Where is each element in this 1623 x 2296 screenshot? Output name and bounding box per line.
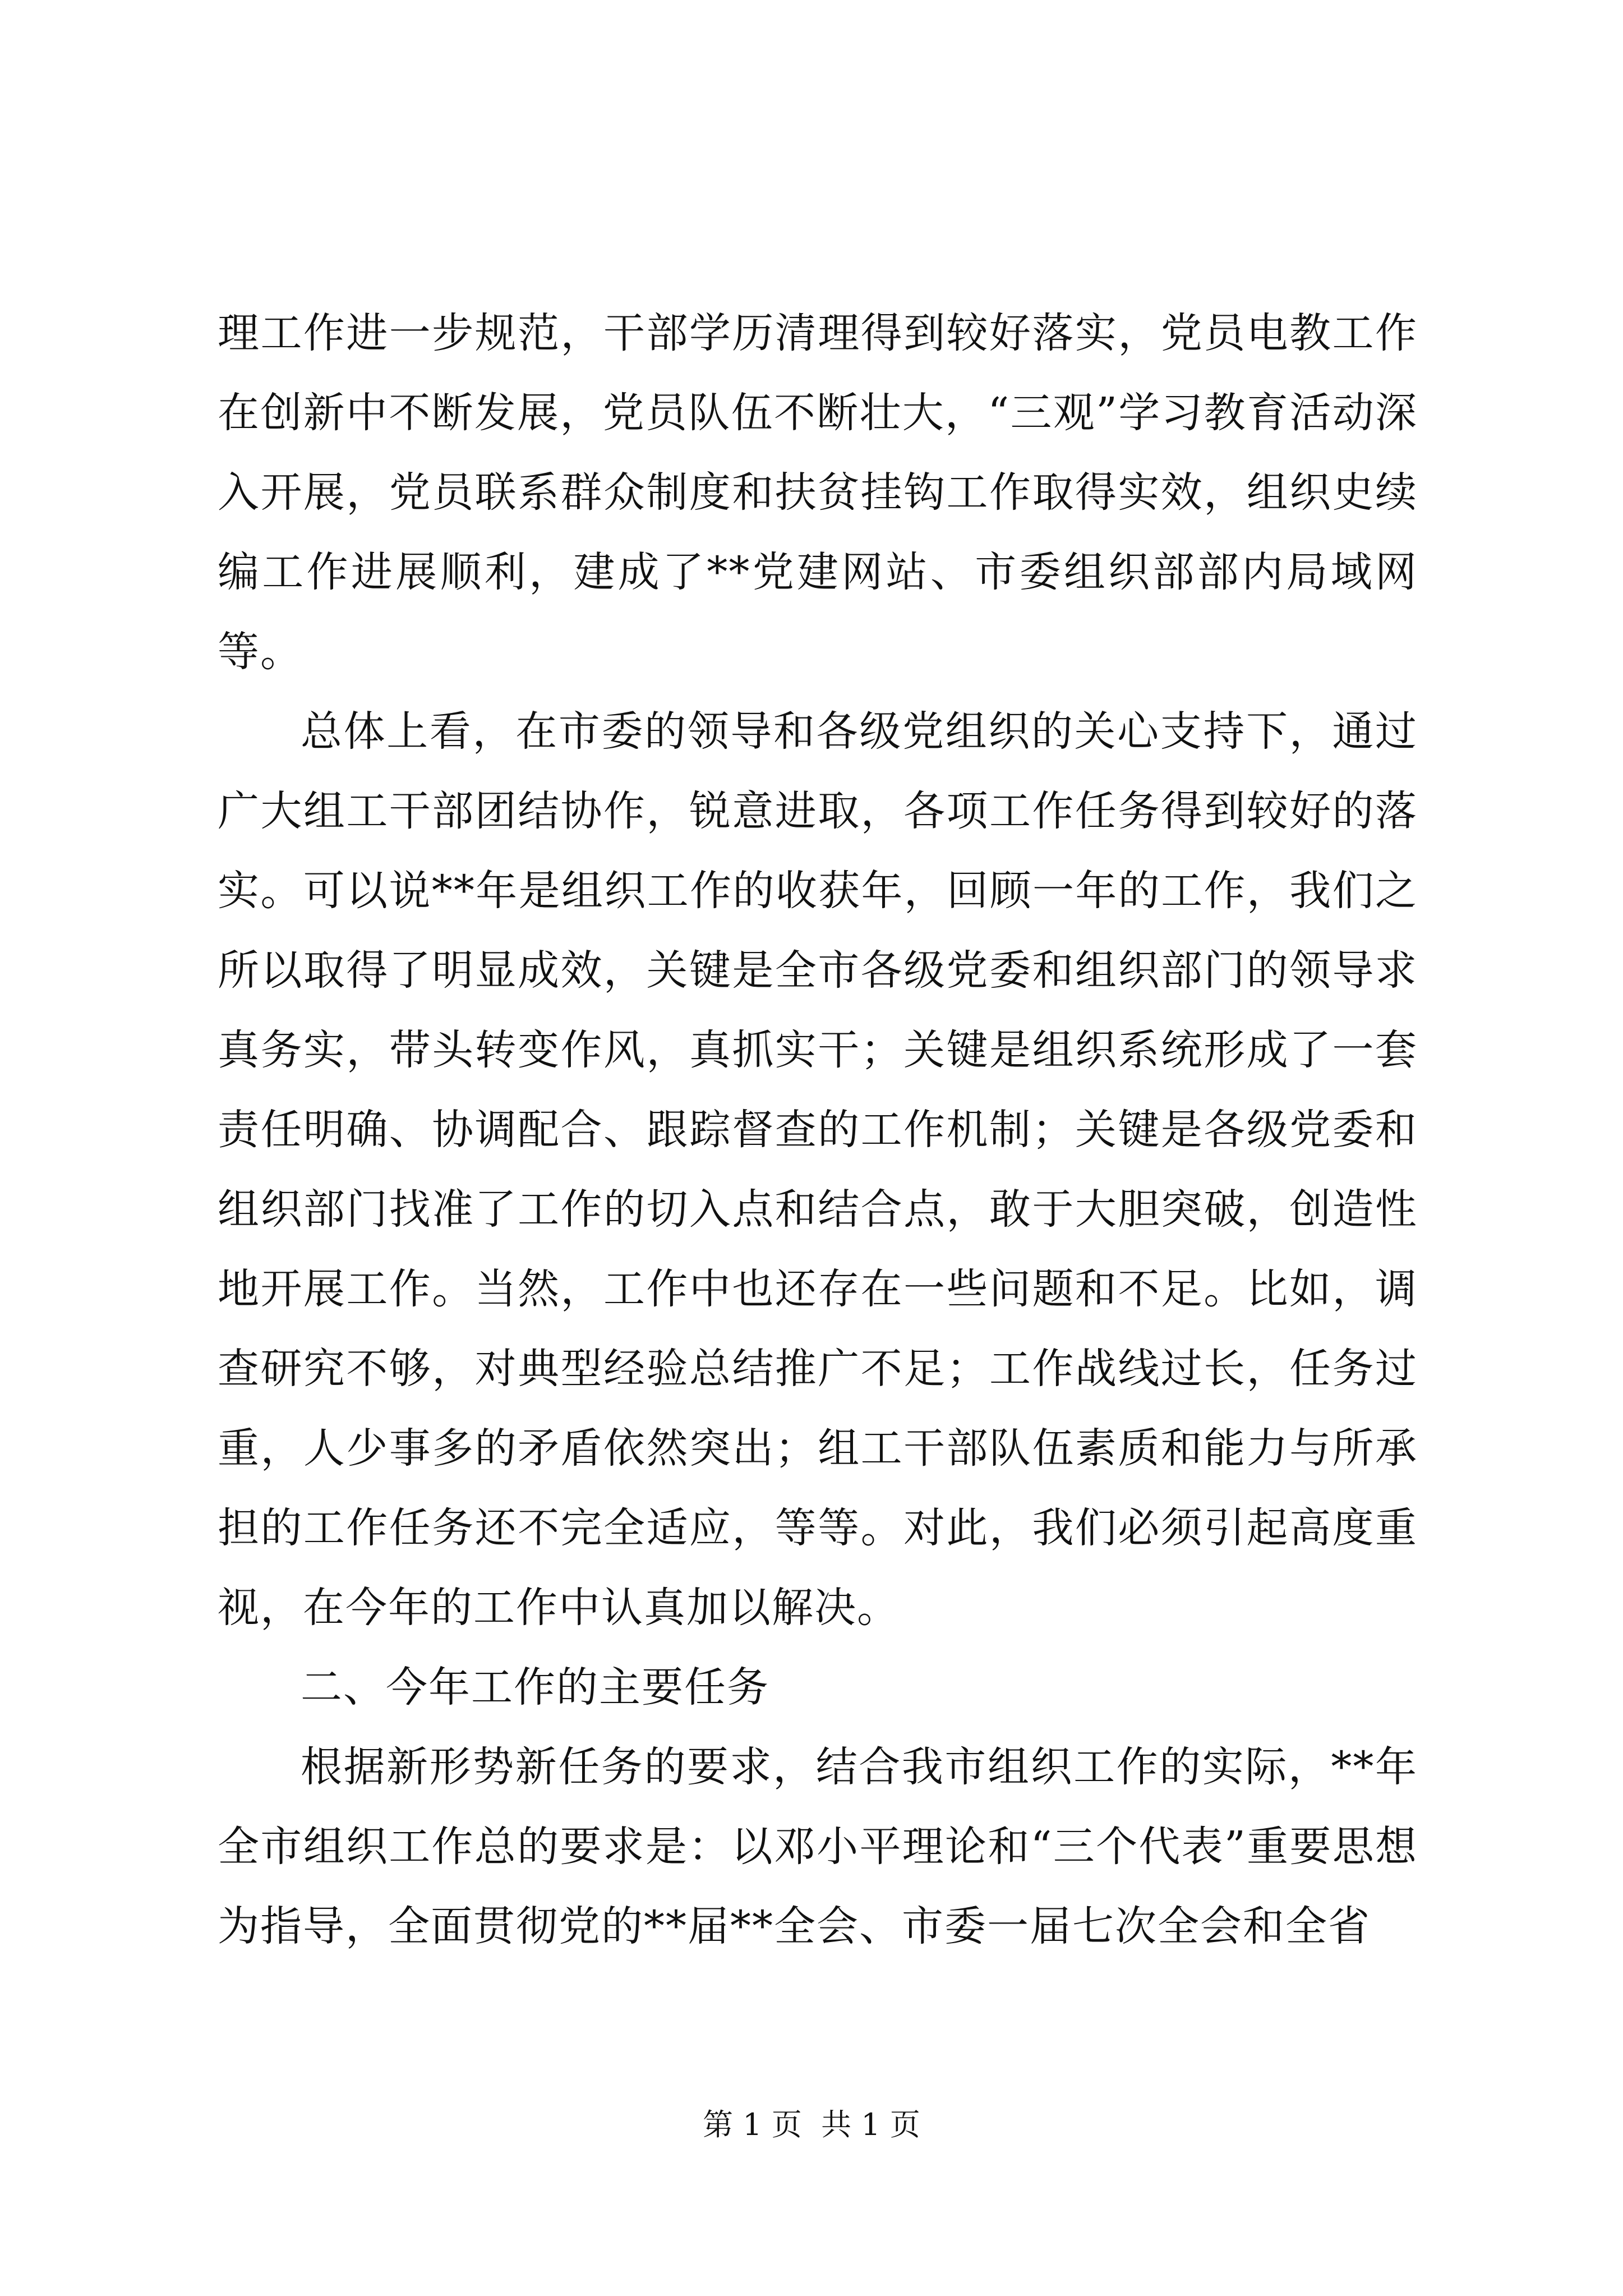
page-number-label: 第 1 页 共 1 页 <box>703 2107 920 2142</box>
page-footer <box>0 2101 1623 2144</box>
document-body <box>218 293 1418 1966</box>
section-heading: 二、今年工作的主要任务 <box>301 1663 769 1711</box>
paragraph-continuation: 理工作进一步规范，干部学历清理得到较好落实，党员电教工作在创新中不断发展，党员队伍不断壮大，“三观”学习教育活动深入开展，党员联系群众制度和扶贫挂钩工作取得实效，组织史续编工作进展顺利，建成了**党建网站、市委组织部部内局域网等。 <box>218 309 1418 676</box>
paragraph-requirements: 根据新形势新任务的要求，结合我市组织工作的实际，**年全市组织工作总的要求是：以邓小平理论和“三个代表”重要思想为指导，全面贯彻党的**届**全会、市委一届七次全会和全省 <box>218 1743 1418 1950</box>
paragraph-summary: 总体上看，在市委的领导和各级党组织的关心支持下，通过广大组工干部团结协作，锐意进取，各项工作任务得到较好的落实。可以说**年是组织工作的收获年，回顾一年的工作，我们之所以取得了明显成效，关键是全市各级党委和组织部门的领导求真务实，带头转变作风，真抓实干；关键是组织系统形成了一套责任明确、协调配合、跟踪督查的工作机制；关键是各级党委和组织部门找准了工作的切入点和结合点，敢于大胆突破，创造性地开展工作。当然，工作中也还存在一些问题和不足。比如，调查研究不够，对典型经验总结推广不足；工作战线过长，任务过重，人少事多的矛盾依然突出；组工干部队伍素质和能力与所承担的工作任务还不完全适应，等等。对此，我们必须引起高度重视，在今年的工作中认真加以解决。 <box>218 707 1418 1632</box>
